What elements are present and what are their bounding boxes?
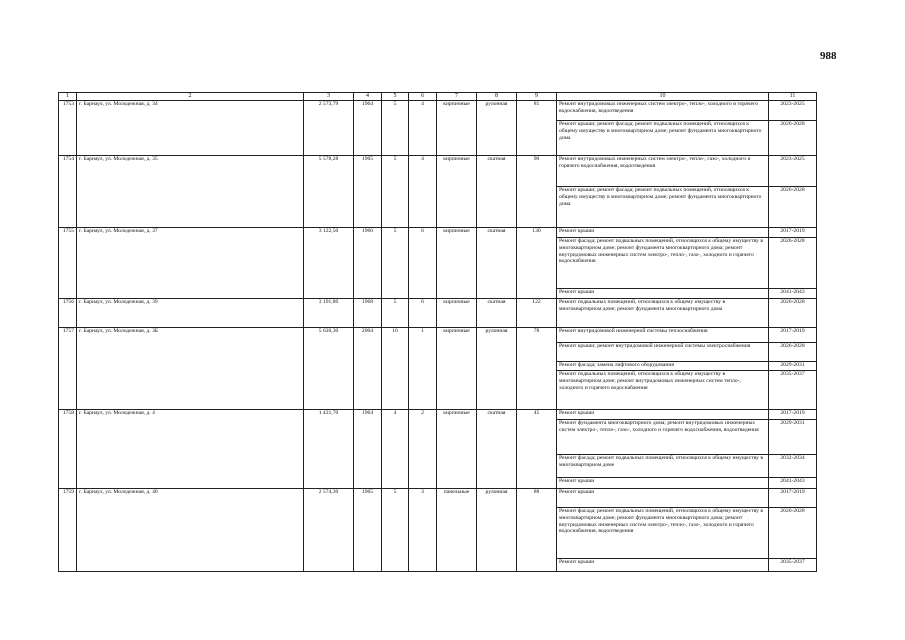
wall-material-cell: кирпичные: [437, 228, 477, 299]
floors-cell: 5: [382, 489, 409, 572]
entrances-cell: 2: [409, 410, 437, 489]
floors-cell: 5: [382, 299, 409, 328]
work-period-cell: 2035-2037: [769, 371, 817, 410]
work-description-cell: Ремонт крыши: [557, 410, 769, 420]
address-cell: г. Барнаул, ул. Молодежная, д. 4: [77, 410, 304, 489]
work-description-cell: Ремонт внутридомовой инженерной системы теплоснабжения: [557, 328, 769, 343]
area-cell: 3 191,80: [304, 299, 354, 328]
residents-cell: 90: [517, 156, 557, 228]
floors-cell: 5: [382, 228, 409, 299]
page-number: 988: [820, 50, 837, 62]
work-description-cell: Ремонт крыши: [557, 559, 769, 572]
table-row: [59, 156, 817, 187]
year-cell: 2004: [354, 328, 382, 410]
column-header: 3: [304, 93, 354, 101]
table-row: [59, 101, 817, 121]
work-description-cell: Ремонт подвальных помещений, относящихся к общему имуществу в многоквартирном доме; ремонт внутридомовых инженерных систем тепло-, холодного и горячего водоснабжения: [557, 371, 769, 410]
work-period-cell: 2017-2019: [769, 228, 817, 238]
work-period-cell: 2026-2028: [769, 508, 817, 559]
work-description-cell: Ремонт фасада; замена лифтового оборудования: [557, 362, 769, 371]
wall-material-cell: кирпичные: [437, 410, 477, 489]
work-period-cell: 2026-2028: [769, 121, 817, 156]
row-number: 1754: [59, 156, 77, 228]
residents-cell: 88: [517, 489, 557, 572]
floors-cell: 5: [382, 156, 409, 228]
work-period-cell: 2029-2031: [769, 420, 817, 455]
wall-material-cell: кирпичные: [437, 156, 477, 228]
work-period-cell: 2023-2025: [769, 156, 817, 187]
column-header: 1: [59, 93, 77, 101]
work-description-cell: Ремонт крыши: [557, 289, 769, 299]
area-cell: 3 122,50: [304, 228, 354, 299]
area-cell: 2 574,30: [304, 489, 354, 572]
wall-material-cell: кирпичные: [437, 328, 477, 410]
work-description-cell: Ремонт подвальных помещений, относящихся к общему имуществу в многоквартирном доме; ремонт фундамента многоквартирного дома: [557, 299, 769, 328]
work-description-cell: Ремонт фасада; ремонт подвальных помещений, относящихся к общему имуществу в многоквартирном доме: [557, 455, 769, 478]
work-description-cell: Ремонт крыши: [557, 228, 769, 238]
column-header: 6: [409, 93, 437, 101]
area-cell: 5 620,30: [304, 328, 354, 410]
address-cell: г. Барнаул, ул. Молодежная, д. 37: [77, 228, 304, 299]
roof-type-cell: рулонная: [477, 489, 517, 572]
floors-cell: 5: [382, 101, 409, 156]
entrances-cell: 4: [409, 156, 437, 228]
floors-cell: 4: [382, 410, 409, 489]
work-description-cell: Ремонт крыши: [557, 489, 769, 508]
work-description-cell: Ремонт фундамента многоквартирного дома; ремонт внутридомовых инженерных систем электро-, тепло-, газо-, холодного и горячего водоснабжения, водоотведения: [557, 420, 769, 455]
table-row: [59, 299, 817, 328]
roof-type-cell: скатная: [477, 156, 517, 228]
work-description-cell: Ремонт крыши; ремонт фасада; ремонт подвальных помещений, относящихся к общему имуществу в многоквартирном доме; ремонт фундамента многоквартирного дома: [557, 121, 769, 156]
work-period-cell: 2029-2031: [769, 362, 817, 371]
residents-cell: 122: [517, 299, 557, 328]
area-cell: 2 573,79: [304, 101, 354, 156]
area-cell: 1 421,70: [304, 410, 354, 489]
work-description-cell: Ремонт внутридомовых инженерных систем электро-, тепло-, газо-, холодного и горячего водоснабжения, водоотведения: [557, 156, 769, 187]
row-number: 1757: [59, 328, 77, 410]
work-period-cell: 2017-2019: [769, 328, 817, 343]
table-row: [59, 228, 817, 238]
year-cell: 1966: [354, 228, 382, 299]
address-cell: г. Барнаул, ул. Молодежная, д. 34: [77, 101, 304, 156]
work-period-cell: 2026-2028: [769, 187, 817, 228]
area-cell: 5 578,28: [304, 156, 354, 228]
entrances-cell: 6: [409, 228, 437, 299]
housing-register-table: [58, 92, 817, 572]
address-cell: г. Барнаул, ул. Молодежная, д. 39: [77, 299, 304, 328]
work-description-cell: Ремонт внутридомовых инженерных систем электро-, тепло-, холодного и горячего водоснабжения, водоотведения: [557, 101, 769, 121]
floors-cell: 16: [382, 328, 409, 410]
residents-cell: 130: [517, 228, 557, 299]
column-header: 7: [437, 93, 477, 101]
work-description-cell: Ремонт фасада; ремонт подвальных помещений, относящихся к общему имуществу в многоквартирном доме; ремонт фундамента многоквартирного дома; ремонт внутридомовых инженерных систем электро-, тепло-, газо-, холодного и горячего водоснабжения: [557, 238, 769, 289]
column-header: 10: [557, 93, 769, 101]
wall-material-cell: кирпичные: [437, 101, 477, 156]
work-period-cell: 2041-2043: [769, 478, 817, 489]
row-number: 1756: [59, 299, 77, 328]
column-header: 2: [77, 93, 304, 101]
address-cell: г. Барнаул, ул. Молодежная, д. 35: [77, 156, 304, 228]
year-cell: 1968: [354, 299, 382, 328]
row-number: 1753: [59, 101, 77, 156]
work-period-cell: 2032-2034: [769, 455, 817, 478]
work-period-cell: 2017-2019: [769, 410, 817, 420]
work-period-cell: 2026-2028: [769, 238, 817, 289]
work-description-cell: Ремонт крыши; ремонт фасада; ремонт подвальных помещений, относящихся к общему имуществу в многоквартирном доме; ремонт фундамента многоквартирного дома: [557, 187, 769, 228]
column-header: 8: [477, 93, 517, 101]
column-header: 4: [354, 93, 382, 101]
work-period-cell: 2017-2019: [769, 489, 817, 508]
table-row: [59, 489, 817, 508]
column-header: 11: [769, 93, 817, 101]
work-period-cell: 2035-2037: [769, 559, 817, 572]
wall-material-cell: панельные: [437, 489, 477, 572]
column-header: 5: [382, 93, 409, 101]
row-number: 1755: [59, 228, 77, 299]
row-number: 1759: [59, 489, 77, 572]
entrances-cell: 4: [409, 101, 437, 156]
row-number: 1758: [59, 410, 77, 489]
year-cell: 1964: [354, 101, 382, 156]
work-period-cell: 2026-2028: [769, 299, 817, 328]
residents-cell: 81: [517, 101, 557, 156]
wall-material-cell: кирпичные: [437, 299, 477, 328]
address-cell: г. Барнаул, ул. Молодежная, д. 3Б: [77, 328, 304, 410]
year-cell: 1964: [354, 410, 382, 489]
work-period-cell: 2026-2028: [769, 343, 817, 362]
roof-type-cell: скатная: [477, 410, 517, 489]
work-description-cell: Ремонт крыши: [557, 478, 769, 489]
table-row: [59, 328, 817, 343]
table-row: [59, 410, 817, 420]
residents-cell: 45: [517, 410, 557, 489]
header-row: [59, 93, 817, 101]
work-description-cell: Ремонт крыши; ремонт внутридомовой инженерной системы электроснабжения: [557, 343, 769, 362]
roof-type-cell: рулонная: [477, 101, 517, 156]
column-header: 9: [517, 93, 557, 101]
roof-type-cell: скатная: [477, 299, 517, 328]
roof-type-cell: рулонная: [477, 328, 517, 410]
roof-type-cell: скатная: [477, 228, 517, 299]
entrances-cell: 1: [409, 328, 437, 410]
work-description-cell: Ремонт фасада; ремонт подвальных помещений, относящихся к общему имуществу в многоквартирном доме; ремонт фундамента многоквартирного дома; ремонт внутридомовых инженерных систем электро-, тепло-, газо-, холодного и горячего водоснабжения, водоотведения: [557, 508, 769, 559]
residents-cell: 78: [517, 328, 557, 410]
work-period-cell: 2023-2025: [769, 101, 817, 121]
year-cell: 1965: [354, 156, 382, 228]
year-cell: 1965: [354, 489, 382, 572]
work-period-cell: 2041-2043: [769, 289, 817, 299]
address-cell: г. Барнаул, ул. Молодежная, д. 40: [77, 489, 304, 572]
entrances-cell: 3: [409, 489, 437, 572]
entrances-cell: 6: [409, 299, 437, 328]
